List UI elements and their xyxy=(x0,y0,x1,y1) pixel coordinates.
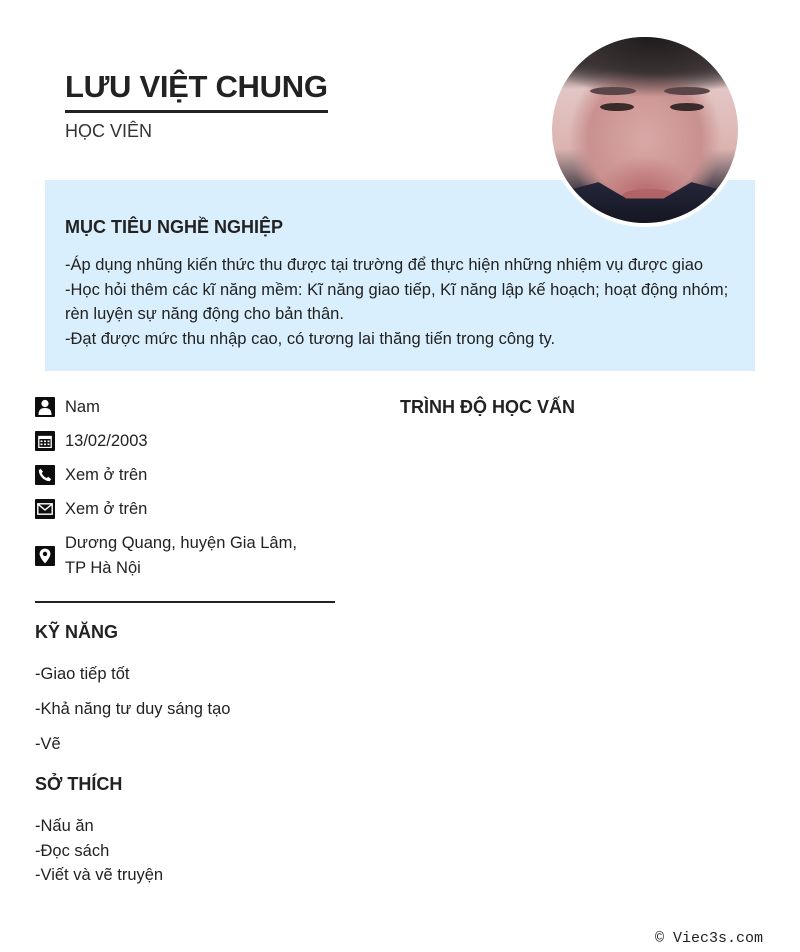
location-pin-icon xyxy=(35,546,55,566)
info-email xyxy=(35,497,335,521)
photo-hair xyxy=(552,37,738,97)
birthdate-value: 13/02/2003 xyxy=(65,431,148,450)
hobbies-list xyxy=(35,814,163,888)
hobbies-title: SỞ THÍCH xyxy=(35,774,123,794)
user-icon xyxy=(35,397,55,417)
gender-value: Nam xyxy=(65,397,100,416)
skills-list xyxy=(35,662,230,767)
photo-brow xyxy=(590,87,636,95)
email-icon xyxy=(35,499,55,519)
skills-title: KỸ NĂNG xyxy=(35,622,119,642)
objective-line: -Áp dụng nhũng kiến thức thu được tại trường để thực hiện những nhiệm vụ được giao xyxy=(65,256,704,274)
phone-icon xyxy=(35,465,55,485)
photo-brow xyxy=(664,87,710,95)
info-address xyxy=(35,531,335,580)
hobby-item: -Nấu ăn xyxy=(35,817,94,835)
photo-eye xyxy=(600,103,634,111)
address-value: Dương Quang, huyện Gia Lâm, TP Hà Nội xyxy=(65,534,297,577)
objective-line: -Học hỏi thêm các kĩ năng mềm: Kĩ năng giao tiếp, Kĩ năng lập kế hoạch; hoạt động nhóm; rèn luyện sự năng động cho bản thân. xyxy=(65,280,729,323)
hobby-item: -Viết và vẽ truyện xyxy=(35,866,164,884)
objective-line: -Đạt được mức thu nhập cao, có tương lai thăng tiến trong công ty. xyxy=(65,329,556,348)
skill-item: -Giao tiếp tốt xyxy=(35,665,130,683)
info-gender xyxy=(35,395,335,419)
candidate-role: HỌC VIÊN xyxy=(65,121,153,141)
avatar-photo xyxy=(548,33,742,227)
skill-item: -Vẽ xyxy=(35,735,61,753)
email-value: Xem ở trên xyxy=(65,499,148,518)
calendar-icon xyxy=(35,431,55,451)
phone-value: Xem ở trên xyxy=(65,465,148,484)
candidate-name: LƯU VIỆT CHUNG xyxy=(65,68,328,113)
photo-eye xyxy=(670,103,704,111)
info-phone xyxy=(35,463,335,487)
personal-info-list xyxy=(35,395,335,580)
copyright-footer: © Viec3s.com xyxy=(655,930,764,947)
objective-text xyxy=(65,253,735,351)
info-birthdate xyxy=(35,429,335,453)
skill-item: -Khả năng tư duy sáng tạo xyxy=(35,700,231,718)
education-title: TRÌNH ĐỘ HỌC VẤN xyxy=(400,397,575,417)
objective-title: MỤC TIÊU NGHỀ NGHIỆP xyxy=(65,217,284,237)
hobby-item: -Đọc sách xyxy=(35,841,110,860)
section-divider xyxy=(35,601,335,603)
